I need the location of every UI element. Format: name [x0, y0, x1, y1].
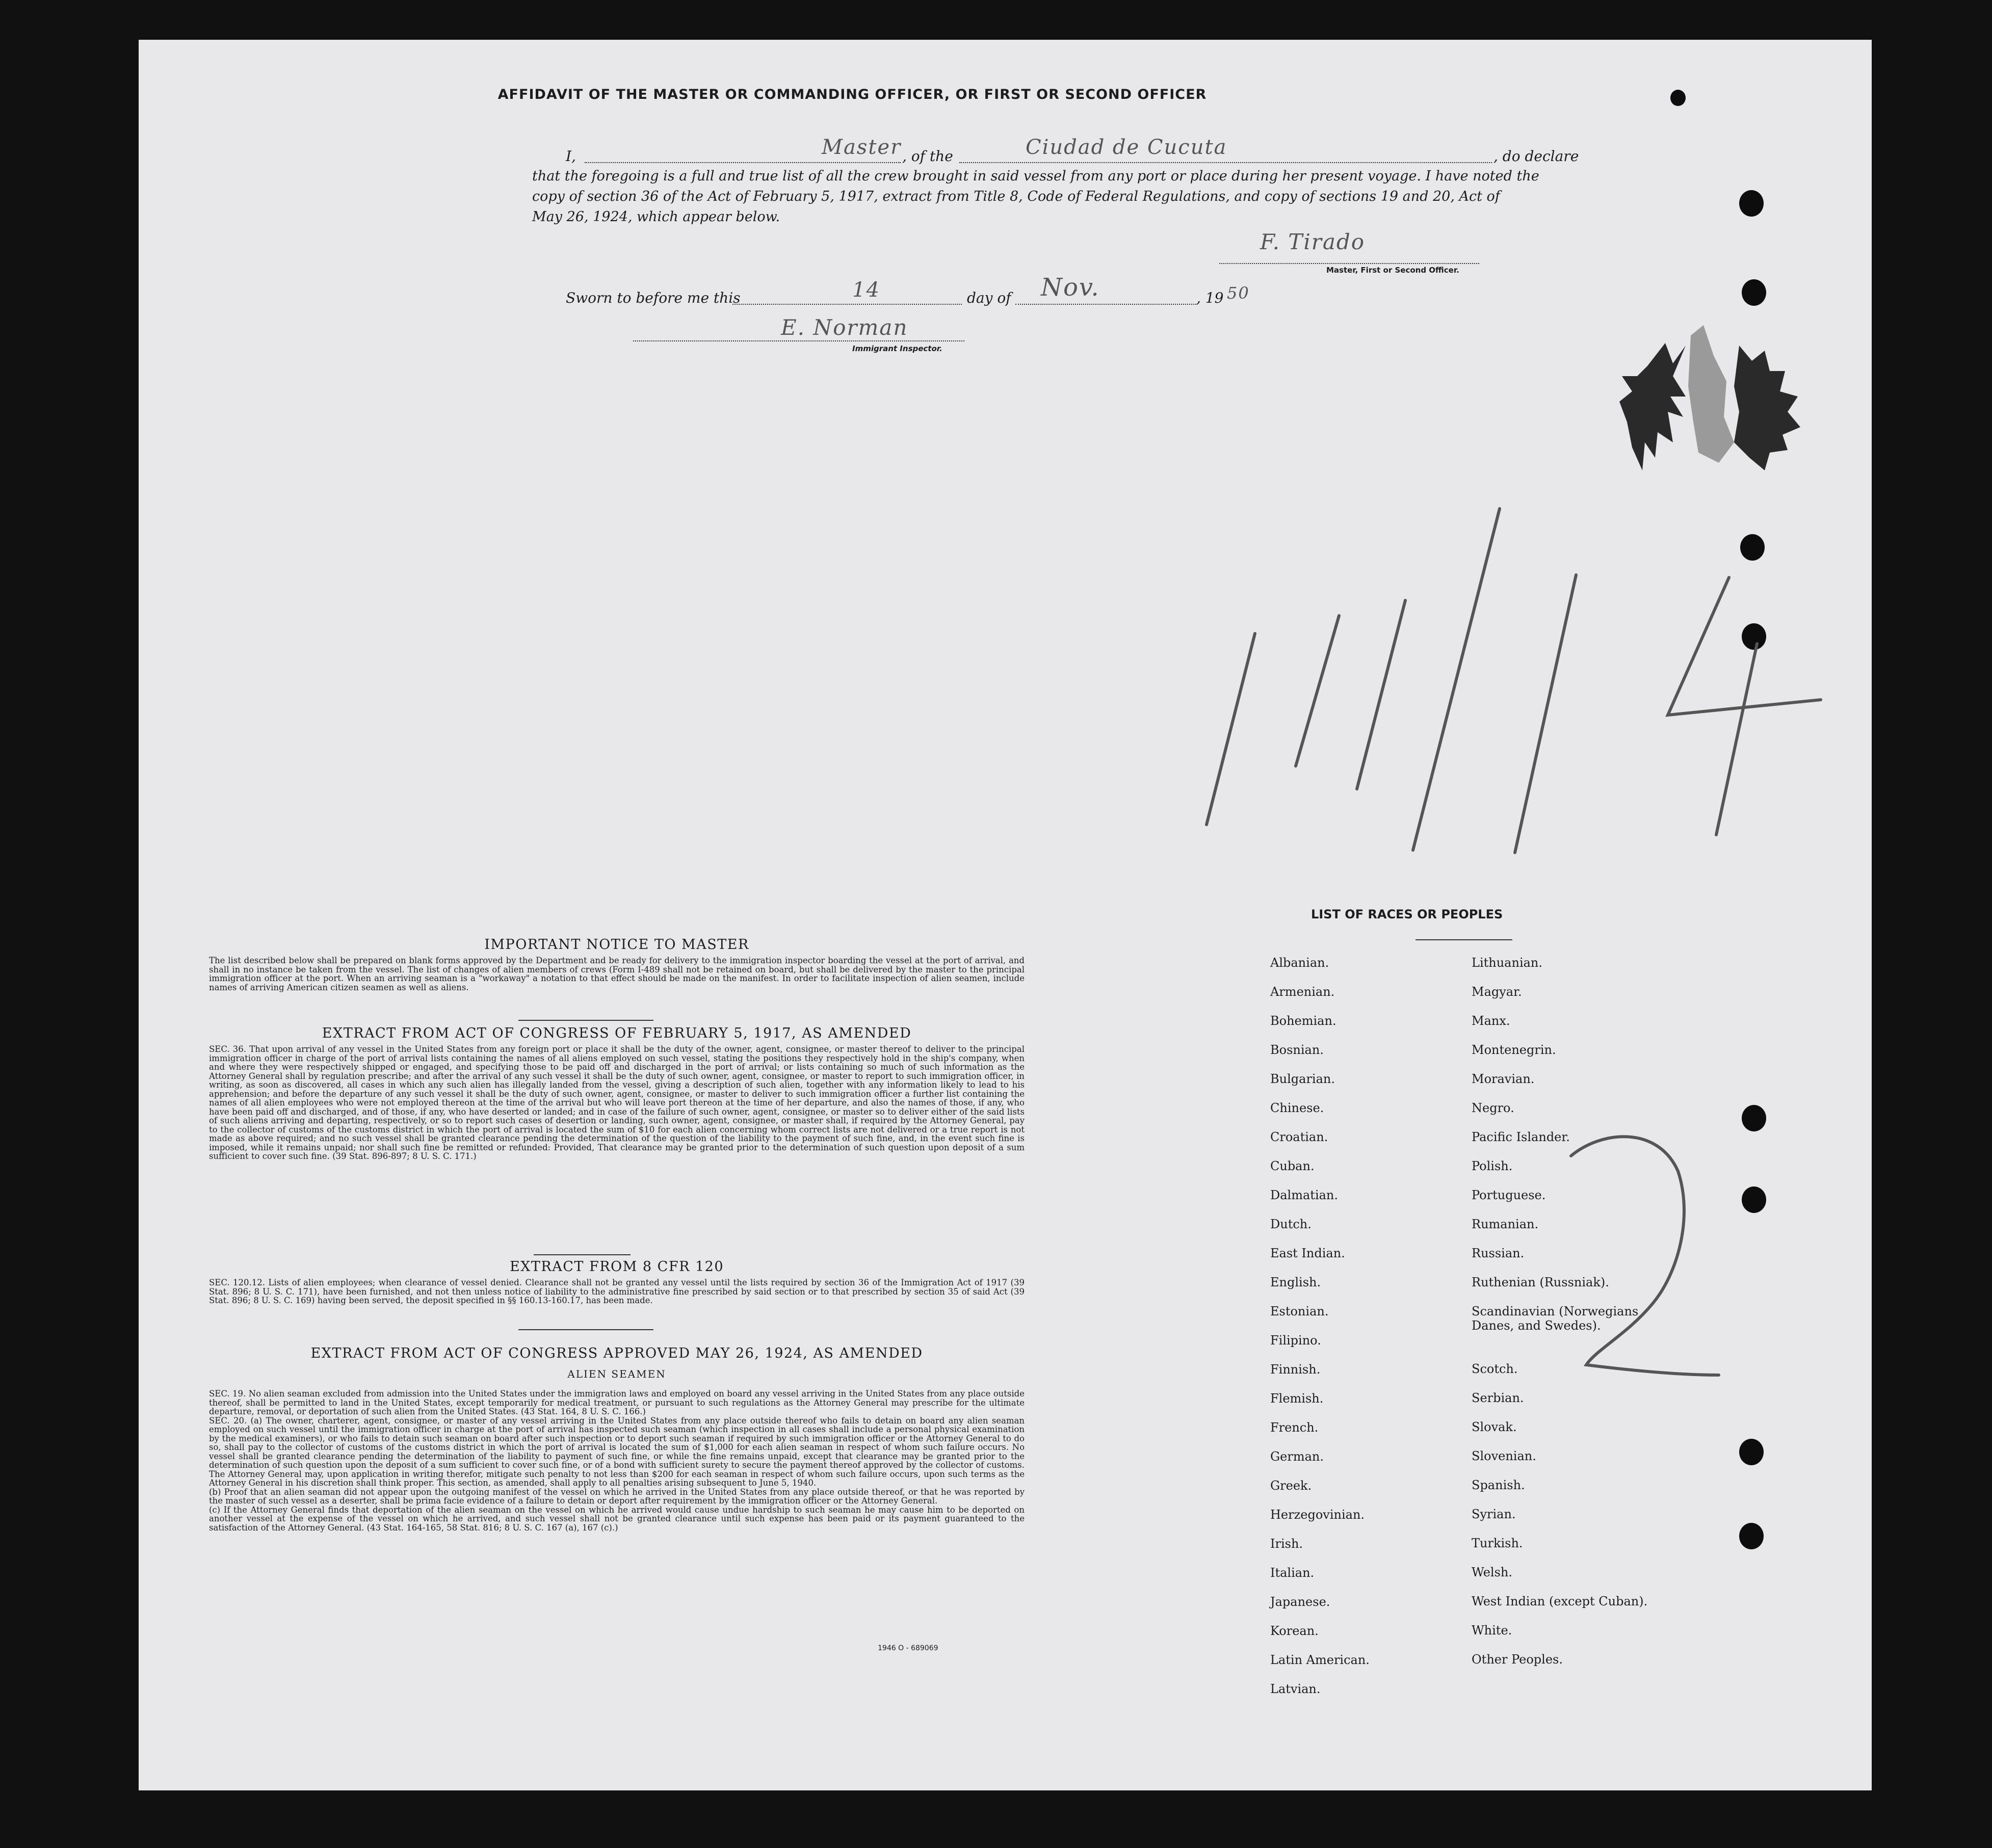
signature-caption: Master, First or Second Officer.	[1326, 266, 1459, 275]
race-item: German.	[1270, 1449, 1324, 1464]
extract-cfr-title: EXTRACT FROM 8 CFR 120	[509, 1259, 724, 1275]
inspector-caption: Immigrant Inspector.	[852, 344, 942, 353]
race-item: Other Peoples.	[1472, 1652, 1563, 1667]
master-signature: F. Tirado	[1260, 229, 1366, 254]
race-item: Armenian.	[1270, 985, 1335, 999]
extract-1917-text: SEC. 36. That upon arrival of any vessel in the United States from any foreign port or place it shall be the duty of the owner, agent, consignee, or master thereof to deliver to the principal immigration officer in charge of the port of arrival lists containing the names of all aliens employed on such vessel, stating the positions they respectively hold in the ship's company, when and where they were respectively shipped or engaged, and specifying those to be paid off and discharged in the port of arrival; or lists containing so much of such information as the Attorney General shall by regulation prescribe; and after the arrival of any such vessel it shall be the duty of such owner, agent, consignee, or master to report to such immigration officer, in writing, as soon as discovered, all cases in which any such alien has illegally landed from the vessel, giving a description of such alien, together with any information likely to lead to his apprehension; and before the departure of any such vessel it shall be the duty of such owner, agent, consignee, or master to deliver to such immigration officer a further list containing the names of all alien employees who were not employed thereon at the time of the arrival but who will leave port thereon at the time of her departure, and also the names of those, if any, who have been paid off and discharged, and of those, if any, who have deserted or landed; and in case of the failure of such owner, agent, consignee, or master so to deliver either of the said lists of such aliens arriving and departing, respectively, or so to report such cases of desertion or landing, such owner, agent, consignee, or master shall, if required by the Attorney General, pay to the collector of customs of the customs district in which the port of arrival is located the sum of $10 for each alien concerning whom correct lists are not delivered or a true report is not made as above required; and no such vessel shall be granted clearance pending the determination of the question of the liability to the payment of such fine, and, in the event such fine is imposed, while it remains unpaid; nor shall such fine be remitted or refunded: Provided, That clearance may be granted prior to the determination of such question upon deposit of a sum sufficient to cover such fine. (39 Stat. 896-897; 8 U. S. C. 171.)	[209, 1044, 1025, 1161]
print-code: 1946 O - 689069	[878, 1644, 938, 1652]
race-item: Polish.	[1472, 1159, 1513, 1173]
month-line	[1015, 304, 1196, 305]
race-item: French.	[1270, 1420, 1319, 1435]
do-declare-label: , do declare	[1493, 148, 1579, 165]
day-line	[732, 304, 962, 305]
race-item: Greek.	[1270, 1479, 1312, 1493]
race-item: Turkish.	[1472, 1536, 1523, 1550]
binder-hole	[1742, 1105, 1766, 1131]
year-prefix: , 19	[1196, 289, 1224, 306]
extract-1917-title: EXTRACT FROM ACT OF CONGRESS OF FEBRUARY 5, 1917, AS AMENDED	[322, 1025, 912, 1041]
handwritten-date-mark	[1117, 498, 1892, 957]
race-item: Dalmatian.	[1270, 1188, 1339, 1202]
race-item: Pacific Islander.	[1472, 1130, 1570, 1144]
notary-seal	[1596, 295, 1811, 519]
divider	[518, 1020, 653, 1021]
inspector-line	[633, 340, 964, 341]
race-item: Korean.	[1270, 1624, 1319, 1638]
race-item: Cuban.	[1270, 1159, 1315, 1173]
race-item: Welsh.	[1472, 1565, 1512, 1579]
race-item: Bohemian.	[1270, 1014, 1336, 1028]
divider	[534, 1254, 631, 1255]
binder-hole	[1739, 190, 1764, 217]
handwritten-number-mark	[1525, 1110, 1729, 1426]
divider	[518, 1329, 653, 1330]
year-handwritten: 50	[1227, 283, 1250, 303]
notice-title: IMPORTANT NOTICE TO MASTER	[484, 937, 749, 953]
race-item: Chinese.	[1270, 1101, 1324, 1115]
race-item: Rumanian.	[1472, 1217, 1539, 1231]
race-item: Syrian.	[1472, 1507, 1516, 1521]
races-title: LIST OF RACES OR PEOPLES	[1311, 907, 1503, 921]
of-the-label: , of the	[902, 148, 953, 165]
race-item: Moravian.	[1472, 1072, 1535, 1086]
race-item: Bosnian.	[1270, 1043, 1324, 1057]
race-item: Estonian.	[1270, 1304, 1329, 1318]
affidavit-i: I,	[566, 148, 576, 165]
race-item: Bulgarian.	[1270, 1072, 1335, 1086]
day-handwritten: 14	[852, 278, 880, 302]
day-of-label: day of	[967, 289, 1011, 306]
race-item: West Indian (except Cuban).	[1472, 1594, 1648, 1608]
inspector-signature: E. Norman	[781, 315, 908, 340]
affidavit-body-line2: copy of section 36 of the Act of February 5, 1917, extract from Title 8, Code of Federal Regulations, and copy of sections 19 and 20, Act of	[532, 189, 1500, 204]
binder-hole	[1739, 1439, 1764, 1465]
signature-line	[1219, 263, 1479, 264]
document-page	[139, 40, 1872, 1790]
affidavit-body-line3: May 26, 1924, which appear below.	[532, 209, 780, 225]
alien-seamen-subtitle: ALIEN SEAMEN	[567, 1368, 666, 1380]
affidavit-title: AFFIDAVIT OF THE MASTER OR COMMANDING OFFICER, OR FIRST OR SECOND OFFICER	[497, 87, 1207, 102]
race-item: Filipino.	[1270, 1333, 1321, 1348]
race-item: Negro.	[1472, 1101, 1514, 1115]
race-item: Herzegovinian.	[1270, 1508, 1365, 1522]
sworn-label: Sworn to before me this	[566, 289, 741, 306]
race-item: Montenegrin.	[1472, 1043, 1556, 1057]
race-item: Serbian.	[1472, 1391, 1524, 1405]
extract-cfr-text: SEC. 120.12. Lists of alien employees; when clearance of vessel denied. Clearance shall not be granted any vessel until the lists required by section 36 of the Immigration Act of 1917 (39 Stat. 896; 8 U. S. C. 171), have been furnished, and not then unless notice of liability to the administrative fine prescribed by said section or to that prescribed by section 35 of said Act (39 Stat. 896; 8 U. S. C. 169) having been served, the deposit specified in §§ 160.13-160.17, has been made.	[209, 1278, 1025, 1305]
race-item: Finnish.	[1270, 1362, 1321, 1377]
race-item: East Indian.	[1270, 1246, 1345, 1260]
race-item: Irish.	[1270, 1537, 1303, 1551]
race-item: Magyar.	[1472, 985, 1522, 999]
race-item: Slovenian.	[1472, 1449, 1536, 1463]
race-item: Portuguese.	[1472, 1188, 1546, 1202]
race-item: Russian.	[1472, 1246, 1525, 1260]
extract-1924-text: SEC. 19. No alien seaman excluded from admission into the United States under the immigration laws and employed on board any vessel arriving in the United States from any place outside thereof, shall be permitted to land in the United States, except temporarily for medical treatment, or pursuant to such regulations as the Attorney General may prescribe for the ultimate departure, removal, or deportation of such alien from the United States. (43 Stat. 164, 8 U. S. C. 166.) SEC. 20. (a) The owner, charterer, agent, consignee, or master of any vessel arriving in the United States from any place outside thereof who fails to detain on board any alien seaman employed on such vessel until the immigration officer in charge at the port of arrival has inspected such seaman (which inspection in all cases shall include a personal physical examination by the medical examiners), or who fails to detain such seaman on board after such inspection or to deport such seaman if required by such immigration officer or the Attorney General to do so, shall pay to the collector of customs of the customs district in which the port of arrival is located the sum of $1,000 for each alien seaman in respect of whom such failure occurs. No vessel shall be granted clearance pending the determination of the liability to payment of such fine, or while the fine remains unpaid, except that clearance may be granted prior to the determination of such question upon the deposit of a sum sufficient to cover such fine, or of a bond with sufficient surety to secure the payment thereof approved by the collector of customs. The Attorney General may, upon application in writing therefor, mitigate such penalty to not less than $200 for each seaman in respect of whom such failure occurs, upon such terms as the Attorney General in his discretion shall think proper. This section, as amended, shall apply to all penalties arising subsequent to June 5, 1940. (b) Proof that an alien seaman did not appear upon the outgoing manifest of the vessel on which he arrived in the United States from any place outside thereof, or that he was reported by the master of such vessel as a deserter, shall be prima facie evidence of a failure to detain or deport after requirement by the immigration officer or the Attorney General. (c) If the Attorney General finds that deportation of the alien seaman on the vessel on which he arrived would cause undue hardship to such seaman he may cause him to be deported on another vessel at the expense of the vessel on which he arrived, and such vessel shall not be granted clearance until such expense has been paid or its payment guaranteed to the satisfaction of the Attorney General. (43 Stat. 164-165, 58 Stat. 816; 8 U. S. C. 167 (a), 167 (c).)	[209, 1389, 1025, 1533]
race-item: White.	[1472, 1623, 1512, 1638]
race-item: Dutch.	[1270, 1217, 1312, 1231]
rank-line	[585, 162, 901, 163]
extract-1924-title: EXTRACT FROM ACT OF CONGRESS APPROVED MAY 26, 1924, AS AMENDED	[310, 1345, 923, 1361]
binder-hole	[1742, 1186, 1766, 1213]
binder-hole	[1739, 1523, 1764, 1549]
rank-handwritten: Master	[822, 136, 902, 159]
month-handwritten: Nov.	[1041, 273, 1100, 302]
race-item: Latin American.	[1270, 1653, 1370, 1667]
race-item: Manx.	[1472, 1014, 1510, 1028]
binder-hole	[1670, 90, 1686, 106]
race-item: Flemish.	[1270, 1391, 1324, 1406]
race-item: Lithuanian.	[1472, 956, 1543, 970]
affidavit-body-line1: that the foregoing is a full and true list of all the crew brought in said vessel from any port or place during her present voyage. I have noted the	[532, 168, 1539, 184]
notice-text: The list described below shall be prepared on blank forms approved by the Department and be ready for delivery to the immigration inspector boarding the vessel at the port of arrival, and shall in no instance be taken from the vessel. The list of changes of alien members of crews (Form I-489 shall not be retained on board, but shall be delivered by the master to the principal immigration officer at the port. When an arriving seaman is a "workaway" a notation to that effect should be made on the manifest. In order to facilitate inspection of alien seamen, include names of arriving American citizen seamen as well as aliens.	[209, 956, 1025, 992]
vessel-line	[959, 162, 1492, 163]
vessel-handwritten: Ciudad de Cucuta	[1026, 136, 1227, 159]
race-item: Croatian.	[1270, 1130, 1328, 1144]
race-item: Latvian.	[1270, 1682, 1321, 1696]
race-item: Albanian.	[1270, 956, 1329, 970]
race-item: Scandinavian (Norwegians Danes, and Swedes).	[1472, 1304, 1639, 1333]
race-item: Scotch.	[1472, 1362, 1518, 1376]
divider	[1416, 939, 1512, 940]
race-item: English.	[1270, 1275, 1321, 1289]
race-item: Italian.	[1270, 1566, 1315, 1580]
race-item: Japanese.	[1270, 1595, 1330, 1609]
race-item: Ruthenian (Russniak).	[1472, 1275, 1609, 1289]
race-item: Slovak.	[1472, 1420, 1517, 1434]
race-item: Spanish.	[1472, 1478, 1525, 1492]
